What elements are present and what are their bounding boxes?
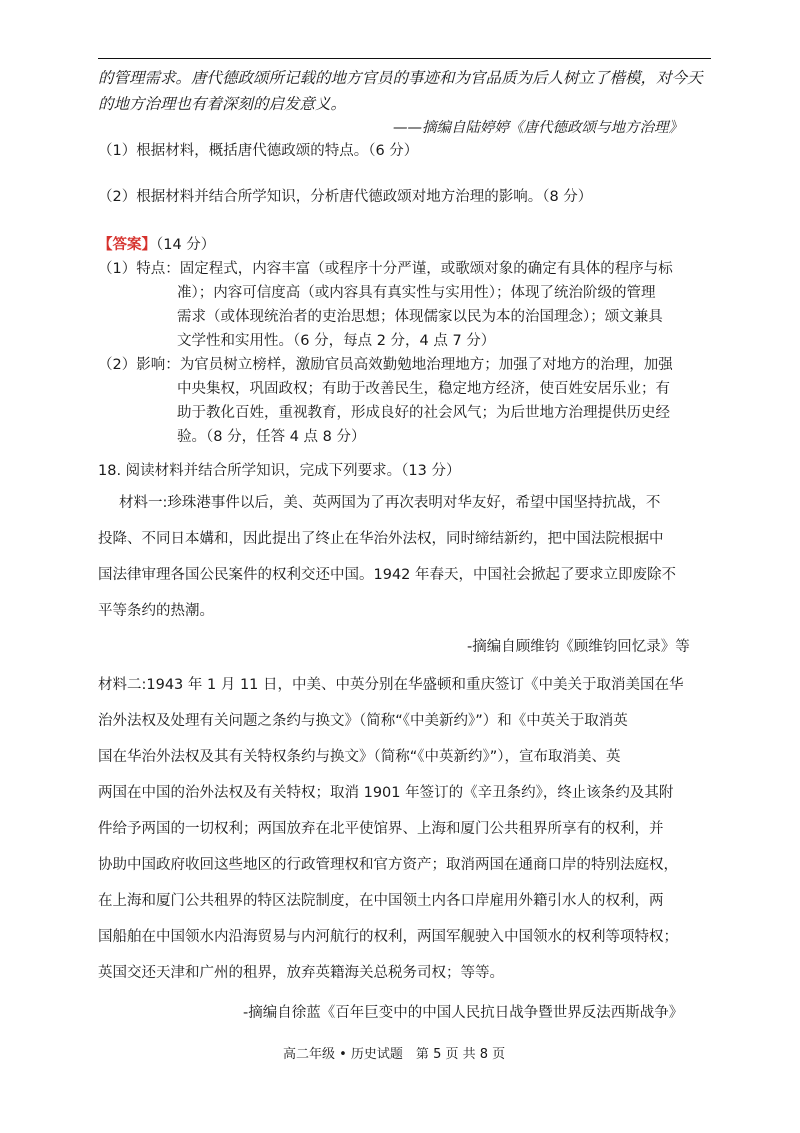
- answer-header: [98, 233, 215, 254]
- material1-line-3: 国法律审理各国公民案件的权利交还中国。1942 年春天，中国社会掀起了要求立即废除不: [98, 567, 677, 583]
- material1-line-4: 平等条约的热潮。: [98, 603, 214, 619]
- q18-title: 18. 阅读材料并结合所学知识，完成下列要求。（13 分）: [98, 463, 461, 479]
- material2-line-1: 材料二:1943 年 1 月 11 日，中美、中英分别在华盛顿和重庆签订《中美关于取消美国在华: [98, 677, 684, 693]
- answer-2-line-1: （2）影响：为官员树立榜样，激励官员高效勤勉地治理地方；加强了对地方的治理，加强: [98, 357, 673, 373]
- question-2: （2）根据材料并结合所学知识，分析唐代德政颂对地方治理的影响。（8 分）: [98, 189, 593, 205]
- passage-line-2: 的地方治理也有着深刻的启发意义。: [98, 95, 347, 113]
- page-footer: 高二年级 • 历史试题 第 5 页 共 8 页: [283, 1047, 506, 1062]
- answer-label: 【答案】: [98, 237, 156, 253]
- material2-line-3: 国在华治外法权及其有关特权条约与换文》（简称“《中英新约》”），宣布取消美、英: [98, 749, 621, 765]
- material2-line-4: 两国在中国的治外法权及有关特权；取消 1901 年签订的《辛丑条约》，终止该条约及其附: [98, 785, 674, 801]
- material2-line-6: 协助中国政府收回这些地区的行政管理权和官方资产；取消两国在通商口岸的特别法庭权，: [98, 857, 678, 873]
- material2-line-5: 件给予两国的一切权利；两国放弃在北平使馆界、上海和厦门公共租界所享有的权利，并: [98, 821, 664, 837]
- material2-line-8: 国船舶在中国领水内沿海贸易与内河航行的权利，两国军舰驶入中国领水的权利等项特权；: [98, 929, 678, 945]
- material1-source: -摘编自顾维钧《顾维钧回忆录》等: [467, 639, 690, 655]
- question-1: （1）根据材料，概括唐代德政颂的特点。（6 分）: [98, 143, 419, 159]
- answer-2-line-2: 中央集权，巩固政权；有助于改善民生，稳定地方经济，使百姓安居乐业；有: [177, 381, 670, 397]
- material2-line-2: 治外法权及处理有关问题之条约与换文》（简称“《中美新约》”）和《中英关于取消英: [98, 713, 628, 729]
- answer-score: （14 分）: [156, 237, 216, 253]
- answer-2-line-3: 助于教化百姓，重视教育，形成良好的社会风气；为后世地方治理提供历史经: [177, 405, 670, 421]
- answer-1-line-2: 准）；内容可信度高（或内容具有真实性与实用性）；体现了统治阶级的管理: [177, 285, 656, 301]
- top-rule: [98, 58, 711, 59]
- answer-1-line-3: 需求（或体现统治者的吏治思想；体现儒家以民为本的治国理念）；颂文兼具: [177, 309, 663, 325]
- answer-1-line-1: （1）特点：固定程式，内容丰富（或程序十分严谨，或歌颂对象的确定有具体的程序与标: [98, 261, 673, 277]
- material2-line-7: 在上海和厦门公共租界的特区法院制度，在中国领土内各口岸雇用外籍引水人的权利，两: [98, 893, 664, 909]
- answer-1-line-4: 文学性和实用性。（6 分，每点 2 分，4 点 7 分）: [177, 333, 496, 349]
- answer-2-line-4: 验。（8 分，任答 4 点 8 分）: [177, 429, 366, 445]
- material1-line-1: 材料一:珍珠港事件以后，美、英两国为了再次表明对华友好，希望中国坚持抗战，不: [119, 495, 661, 511]
- passage-source: ——摘编自陆婷婷《唐代德政颂与地方治理》: [393, 120, 683, 136]
- material2-source: -摘编自徐蓝《百年巨变中的中国人民抗日战争暨世界反法西斯战争》: [243, 1005, 684, 1021]
- material2-line-9: 英国交还天津和广州的租界，放弃英籍海关总税务司权；等等。: [98, 965, 504, 981]
- material1-line-2: 投降、不同日本媾和，因此提出了终止在华治外法权，同时缔结新约，把中国法院根据中: [98, 531, 664, 547]
- passage-line-1: 的管理需求。唐代德政颂所记载的地方官员的事迹和为官品质为后人树立了楷模，对今天: [98, 69, 703, 87]
